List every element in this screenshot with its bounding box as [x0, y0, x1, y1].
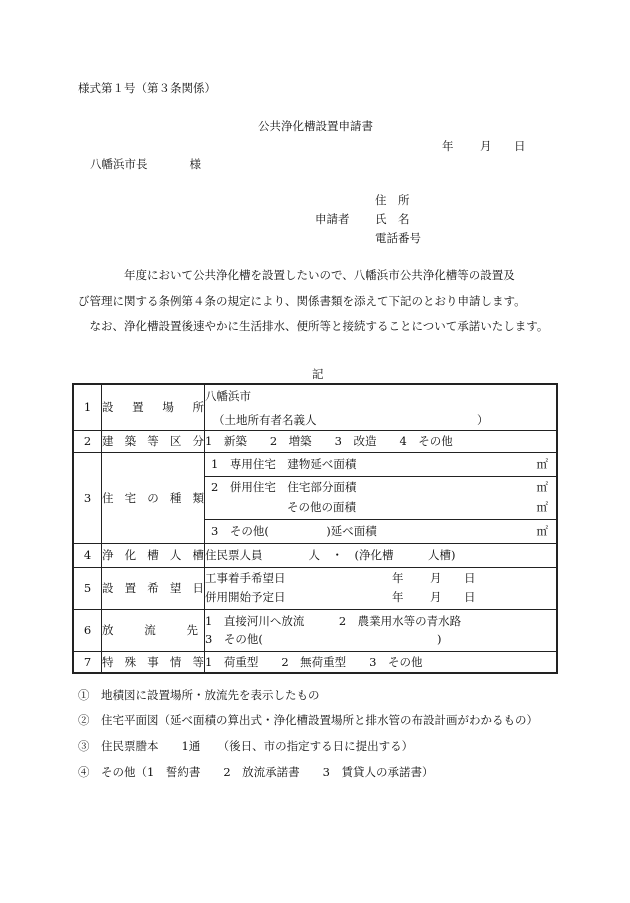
addressee: [90, 159, 201, 171]
row-number: 7: [73, 651, 102, 673]
building-type-options[interactable]: 1 新築 2 増築 3 改造 4 その他: [205, 430, 558, 452]
body-line-2: び管理に関する条例第４条の規定により、関係書類を添えて下記のとおり申請します。: [78, 294, 526, 308]
housing-option-combined[interactable]: 2 併用住宅 住宅部分面積 ㎡ その他の面積 ㎡: [205, 476, 556, 519]
row-number: 2: [73, 430, 102, 452]
desired-date-field[interactable]: [205, 567, 558, 609]
row-number: 5: [73, 567, 102, 609]
landowner-field[interactable]: （土地所有者名義人 ）: [213, 413, 489, 428]
row-number: 3: [73, 452, 102, 543]
applicant-phone-label: 電話番号: [375, 231, 421, 245]
discharge-other[interactable]: 3 その他( ): [205, 632, 442, 646]
housing-option-other[interactable]: 3 その他( )延べ面積 ㎡: [205, 519, 556, 543]
body-line-1: 年度において公共浄化槽を設置したいので、八幡浜市公共浄化槽等の設置及: [78, 268, 515, 282]
date-day[interactable]: 日: [514, 139, 526, 153]
document-title: 公共浄化槽設置申請書: [258, 119, 373, 133]
application-table: [72, 383, 558, 674]
applicant-label: 申請者: [315, 212, 350, 226]
service-start-date[interactable]: 併用開始予定日 年 月 日: [205, 590, 476, 604]
row-label-tank-capacity: 浄 化 槽 人 槽: [102, 543, 205, 567]
special-circumstances-options[interactable]: 1 荷重型 2 無荷重型 3 その他: [205, 651, 558, 673]
table-row-housing-type: [73, 452, 557, 543]
date-year[interactable]: 年: [442, 139, 454, 153]
row-label-discharge: 放 流 先: [102, 609, 205, 651]
housing-type-field[interactable]: [205, 452, 558, 543]
table-row-tank-capacity: [73, 543, 557, 567]
applicant-name-label: 氏 名: [375, 212, 410, 226]
form-id: 様式第１号（第３条関係）: [78, 81, 216, 95]
row-label-special: 特 殊 事 情 等: [102, 651, 205, 673]
note-item: ① 地積図に設置場所・放流先を表示したもの: [78, 688, 320, 702]
note-item: ③ 住民票謄本 1通 （後日、市の指定する日に提出する）: [78, 739, 414, 753]
table-row-desired-date: [73, 567, 557, 609]
row-number: 6: [73, 609, 102, 651]
addressee-name: 八幡浜市長: [90, 157, 148, 171]
ki-heading: 記: [312, 367, 324, 381]
table-row-building-type: [73, 430, 557, 452]
discharge-field[interactable]: [205, 609, 558, 651]
sqm-unit: ㎡: [536, 456, 548, 471]
location-field[interactable]: [205, 384, 558, 430]
construction-start-date[interactable]: 工事着手希望日 年 月 日: [205, 571, 476, 585]
discharge-options[interactable]: 1 直接河川へ放流 2 農業用水等の青水路: [205, 614, 462, 628]
row-label-housing-type: 住 宅 の 種 類: [102, 452, 205, 543]
table-row-location: [73, 384, 557, 430]
table-row-discharge: [73, 609, 557, 651]
tank-capacity-field[interactable]: 住民票人員 人 ・ (浄化槽 人槽): [205, 543, 558, 567]
sqm-unit: ㎡: [536, 499, 548, 514]
row-label-desired-date: 設 置 希 望 日: [102, 567, 205, 609]
sqm-unit: ㎡: [536, 523, 548, 538]
note-item: ② 住宅平面図（延べ面積の算出式・浄化槽設置場所と排水管の布設計画がわかるもの）: [78, 713, 538, 727]
body-line-3: なお、浄化槽設置後速やかに生活排水、便所等と接続することについて承諾いたします。: [78, 319, 549, 333]
location-city: 八幡浜市: [205, 389, 251, 404]
row-label-location: 設 置 場 所: [102, 384, 205, 430]
row-number: 4: [73, 543, 102, 567]
housing-option-dedicated[interactable]: 1 専用住宅 建物延べ面積 ㎡: [205, 453, 556, 476]
applicant-address-label: 住 所: [375, 193, 410, 207]
sqm-unit: ㎡: [536, 479, 548, 494]
note-item: ④ その他（1 誓約書 2 放流承諾書 3 賃貸人の承諾書）: [78, 765, 434, 779]
date-month[interactable]: 月: [480, 139, 492, 153]
row-number: 1: [73, 384, 102, 430]
table-row-special: [73, 651, 557, 673]
row-label-building-type: 建 築 等 区 分: [102, 430, 205, 452]
addressee-suffix: 様: [189, 157, 201, 171]
